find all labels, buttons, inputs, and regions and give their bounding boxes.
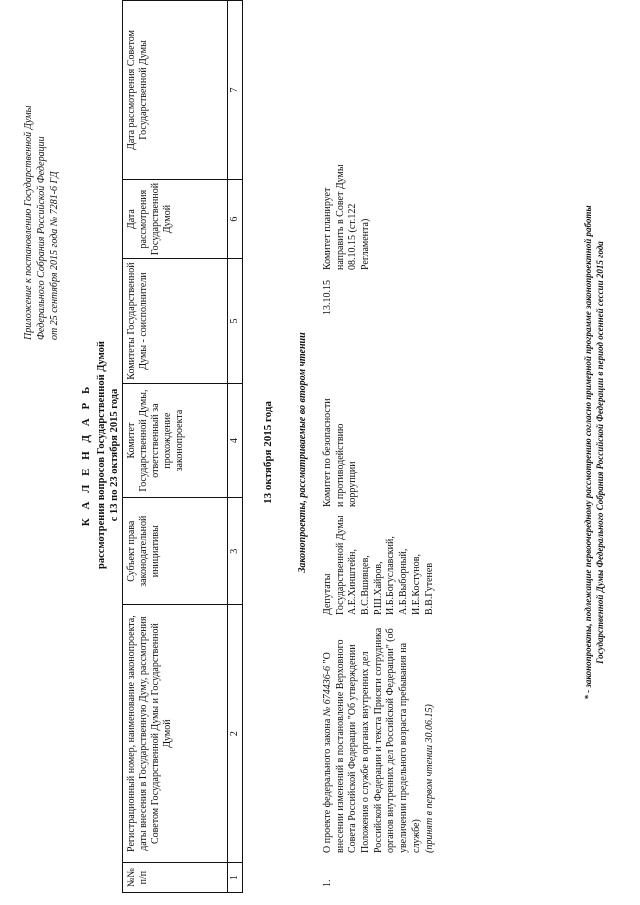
bill-body: "О внесении изменений в постановление Верховного Совета Российской Федерации "Об утверждении Положения о службе в органах внутренних дел Российской Федерации и текста Присяги сотрудника органов внутренних дел Российской Федерации" (об увеличении предельного возраста пребывания на службе) <box>322 627 422 853</box>
bill-note: (принят в первом чтении 30.06.15) <box>423 704 435 853</box>
column-number: 6 <box>228 179 243 258</box>
appendix-line: от 25 сентября 2015 года № 7281-6 ГД <box>49 171 60 340</box>
bill-lead: О проекте федерального закона <box>322 716 333 853</box>
duma-review-date: 13.10.15 <box>322 280 333 315</box>
column-number: 3 <box>228 498 243 605</box>
council-review-note: Комитет планирует направить в Совет Думы 08.10.15 (ст.122 Регламента) <box>322 164 372 270</box>
header-cell-committee: Комитет Государственной Думы, ответственный за прохождение законопроекта <box>123 383 228 498</box>
document-title: К А Л Е Н Д А Р Ь <box>80 383 92 527</box>
appendix-line: Приложение к постановлению Государственной Думы <box>23 105 34 340</box>
column-number: 4 <box>228 383 243 498</box>
footnote-line: * - законопроекты, подлежащие первоочередному рассмотрению согласно примерной программе законопроектной работы <box>583 205 593 700</box>
appendix-line: Федерального Собрания Российской Федерации <box>36 136 47 340</box>
header-cell-subject: Субъект права законодательной инициативы <box>123 498 228 605</box>
bill-description <box>322 623 436 853</box>
header-cell-number: №№ п/п <box>123 863 228 893</box>
header-cell-co-committees: Комитеты Государственной Думы - соисполнители <box>123 259 228 384</box>
bill-regno: № 674436-6 <box>322 665 333 717</box>
header-cell-council-date: Дата рассмотрения Советом Государственной Думы <box>123 1 228 180</box>
header-cell-duma-date: Дата рассмотрения Государственной Думой <box>123 179 228 258</box>
row-number: 1. <box>322 879 333 887</box>
appendix-note <box>22 20 61 340</box>
calendar-header-table <box>122 0 243 893</box>
document-period: с 13 по 23 октября 2015 года <box>109 388 120 522</box>
column-number: 2 <box>228 605 243 863</box>
responsible-committee: Комитет по безопасности и противодействию коррупции <box>322 398 359 507</box>
column-number: 5 <box>228 259 243 384</box>
document-subtitle: рассмотрения вопросов Государственной Думой <box>96 341 107 570</box>
footnote-line: Государственной Думы Федерального Собрания Российской Федерации в период осенней сессии 2015 года <box>594 241 605 664</box>
footnote <box>583 0 606 905</box>
header-cell-bill: Регистрационный номер, наименование законопроекта, даты внесения в Государственную Думу, рассмотрения Советом Государственной Думы и Государственной Думой <box>123 605 228 863</box>
section-heading: Законопроекты, рассматриваемые во втором чтении <box>297 332 308 573</box>
initiative-subject: Депутаты Государственной Думы А.Е.Хинштейн, В.С.Вшивцев, Р.Ш.Хайров, И.Б.Богуславский, А.Б.Выборный, И.Е.Костунов, В.В.Гутенев <box>322 515 435 615</box>
column-number: 7 <box>228 1 243 180</box>
date-heading: 13 октября 2015 года <box>262 401 274 504</box>
column-number: 1 <box>228 863 243 893</box>
